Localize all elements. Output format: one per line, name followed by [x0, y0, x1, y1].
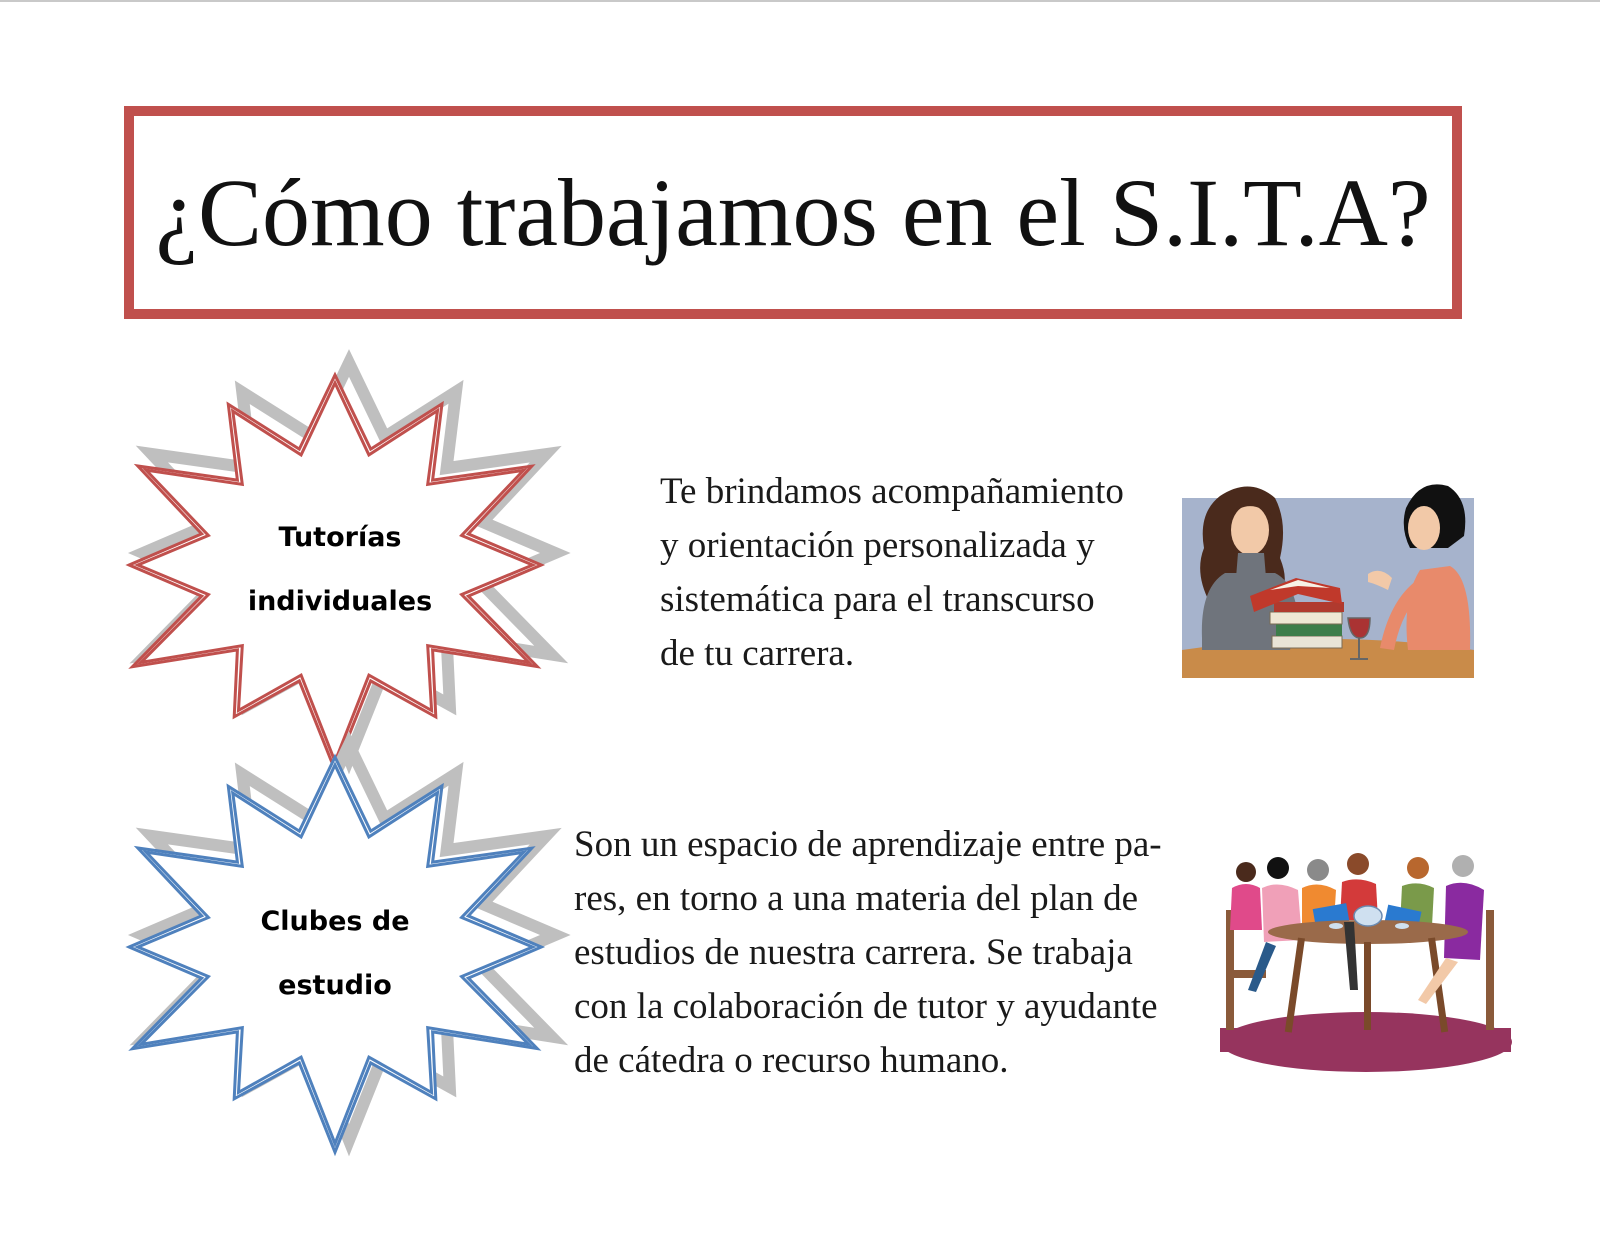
description-line: con la colaboración de tutor y ayudante — [574, 986, 1158, 1027]
cup — [1395, 923, 1409, 929]
page-title: ¿Cómo trabajamos en el S.I.T.A? — [155, 159, 1431, 266]
description-line: Son un espacio de aprendizaje entre pa- — [574, 824, 1162, 865]
two-women-illustration — [1180, 478, 1480, 683]
person-body — [1444, 883, 1484, 960]
book — [1274, 602, 1344, 612]
chair-right — [1486, 910, 1494, 1030]
right-woman-face — [1408, 506, 1440, 550]
label-line: Tutorías — [278, 522, 402, 553]
person-head — [1307, 859, 1329, 881]
teapot — [1354, 906, 1382, 926]
description-line: res, en torno a una materia del plan de — [574, 878, 1139, 919]
label-line: Clubes de — [260, 906, 410, 937]
person-head — [1407, 857, 1429, 879]
description-line: Te brindamos acompañamiento — [660, 471, 1124, 512]
person-head — [1236, 862, 1256, 882]
description-line: de tu carrera. — [660, 633, 855, 674]
person-head — [1347, 853, 1369, 875]
table-leg — [1364, 942, 1371, 1030]
description-line: estudios de nuestra carrera. Se trabaja — [574, 932, 1133, 973]
label-tutorias — [210, 506, 470, 634]
book — [1272, 636, 1342, 648]
right-woman-top — [1407, 566, 1471, 650]
label-line: estudio — [278, 970, 392, 1001]
description-tutorias — [660, 465, 1124, 681]
description-line: y orientación personalizada y — [660, 525, 1095, 566]
person-head — [1452, 855, 1474, 877]
person-head — [1267, 857, 1289, 879]
cup — [1329, 923, 1343, 929]
description-line: sistemática para el transcurso — [660, 579, 1095, 620]
label-line: individuales — [247, 586, 433, 617]
description-line: de cátedra o recurso humano. — [574, 1040, 1009, 1081]
label-clubes — [205, 890, 465, 1018]
person-legs — [1248, 942, 1276, 992]
study-group-illustration — [1218, 850, 1513, 1075]
book — [1276, 624, 1342, 636]
title-box — [124, 106, 1462, 319]
rug-base — [1220, 1028, 1511, 1052]
book — [1270, 612, 1342, 624]
description-clubes — [574, 818, 1162, 1088]
top-rule — [0, 0, 1600, 2]
left-woman-face — [1231, 505, 1269, 555]
left-woman-neck — [1236, 553, 1266, 578]
person-body — [1230, 884, 1262, 930]
